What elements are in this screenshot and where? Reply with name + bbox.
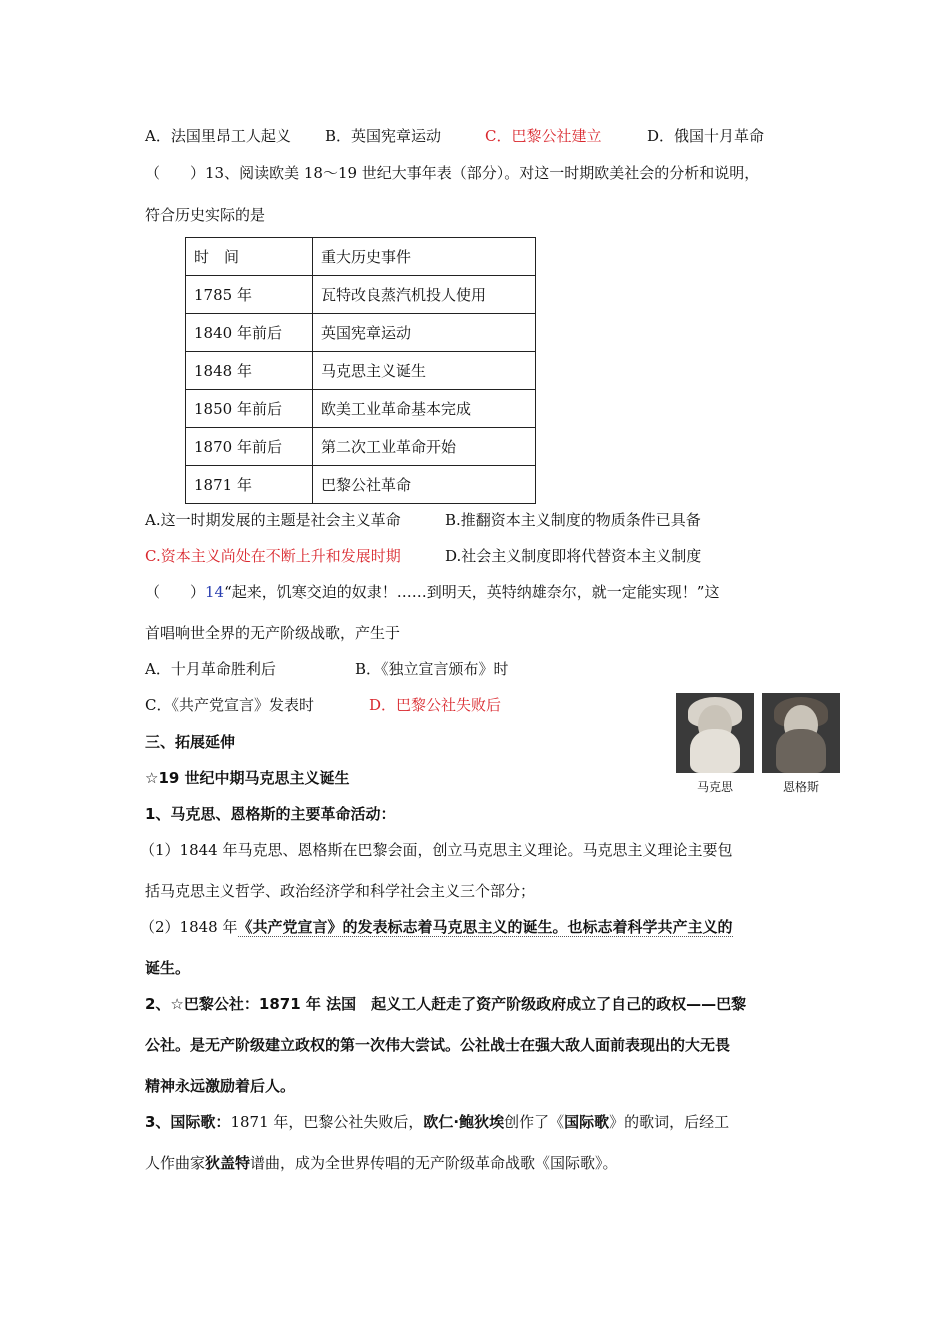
p1-title: 1、马克思、恩格斯的主要革命活动： <box>145 805 396 823</box>
q12-option-a: A．法国里昂工人起义 <box>145 127 291 145</box>
p3-text-a: 1871 年，巴黎公社失败后， <box>230 1113 424 1131</box>
p3-line1 <box>145 1112 729 1132</box>
table-row <box>186 276 536 314</box>
q14-option-b: B．《独立宣言颁布》时 <box>355 660 509 678</box>
table-cell-event: 英国宪章运动 <box>313 314 536 352</box>
marx-caption: 马克思 <box>696 780 733 794</box>
q13-stem-line2: 符合历史实际的是 <box>145 206 266 224</box>
p3-text-e: 》的歌词，后经工 <box>609 1113 730 1131</box>
table-cell-time: 1871 年 <box>186 466 313 504</box>
p3-line2 <box>145 1153 618 1173</box>
q14-stem-text: “起来，饥寒交迫的奴隶！……到明天，英特纳雄奈尔，就一定能实现！”这 <box>224 583 720 601</box>
q14-option-a: A．十月革命胜利后 <box>145 660 276 678</box>
table-row <box>186 352 536 390</box>
p2-line3: 精神永远激励着后人。 <box>145 1077 296 1095</box>
q13-option-d: D.社会主义制度即将代替资本主义制度 <box>445 547 702 565</box>
q13-stem-line1: （ ）13、阅读欧美 18～19 世纪大事年表（部分）。对这一时期欧美社会的分析和说明， <box>145 164 760 182</box>
p3-author: 欧仁·鲍狄埃 <box>423 1113 505 1131</box>
q14-paren: （ ） <box>145 583 206 601</box>
q14-number: 14 <box>205 583 225 601</box>
q14-option-d-answer: D．巴黎公社失败后 <box>369 696 502 714</box>
p1-item2-line2: 诞生。 <box>145 959 191 977</box>
q13-option-a: A.这一时期发展的主题是社会主义革命 <box>145 511 401 529</box>
p3-song-title: 国际歌 <box>564 1113 610 1131</box>
table-row <box>186 466 536 504</box>
engels-portrait-image <box>762 693 840 773</box>
p3-label: 3、国际歌： <box>145 1113 231 1131</box>
table-row <box>186 428 536 466</box>
table-header-row <box>186 238 536 276</box>
table-cell-time: 1870 年前后 <box>186 428 313 466</box>
q14-option-c: C．《共产党宣言》发表时 <box>145 696 314 714</box>
engels-caption: 恩格斯 <box>782 780 819 794</box>
table-row <box>186 390 536 428</box>
table-cell-event: 瓦特改良蒸汽机投人使用 <box>313 276 536 314</box>
q14-options-cd <box>145 695 501 715</box>
q14-options-ab <box>145 659 509 679</box>
p1-item1-line1: （1）1844 年马克思、恩格斯在巴黎会面，创立马克思主义理论。马克思主义理论主要包 <box>140 841 733 859</box>
p3-text-f: 人作曲家 <box>145 1154 206 1172</box>
q13-option-c-answer: C.资本主义尚处在不断上升和发展时期 <box>145 547 401 565</box>
section-heading: 三、拓展延伸 <box>145 733 236 751</box>
table-cell-event: 欧美工业革命基本完成 <box>313 390 536 428</box>
table-cell-time: 1840 年前后 <box>186 314 313 352</box>
q12-option-b: B．英国宪章运动 <box>325 127 442 145</box>
table-row <box>186 314 536 352</box>
table-cell-event: 第二次工业革命开始 <box>313 428 536 466</box>
p1-item2-line1 <box>140 917 733 937</box>
section-subheading: ☆19 世纪中期马克思主义诞生 <box>145 769 350 787</box>
table-cell-time: 1785 年 <box>186 276 313 314</box>
q12-option-c-answer: C．巴黎公社建立 <box>485 127 602 145</box>
marx-portrait-image <box>676 693 754 773</box>
p3-text-g: 谱曲，成为全世界传唱的无产阶级革命战歌《国际歌》。 <box>250 1154 618 1172</box>
p2-line1: 2、☆巴黎公社：1871 年 法国 起义工人赶走了资产阶级政府成立了自己的政权——巴黎 <box>145 995 747 1013</box>
p2-line2: 公社。是无产阶级建立政权的第一次伟大尝试。公社战士在强大敌人面前表现出的大无畏 <box>145 1036 731 1054</box>
p3-text-c: 创作了《 <box>504 1113 565 1131</box>
q14-stem-line2: 首唱响世全界的无产阶级战歌，产生于 <box>145 624 401 642</box>
p1-item2-bold-text: 《共产党宣言》的发表标志着马克思主义的诞生。也标志着科学共产主义的 <box>237 918 733 936</box>
q14-stem-line1 <box>145 582 719 602</box>
table-cell-time: 1848 年 <box>186 352 313 390</box>
q13-options-cd <box>145 546 701 566</box>
q13-option-b: B.推翻资本主义制度的物质条件已具备 <box>445 511 701 529</box>
table-header-event: 重大历史事件 <box>313 238 536 276</box>
q12-option-d: D．俄国十月革命 <box>647 127 765 145</box>
table-header-time: 时 间 <box>186 238 313 276</box>
q12-options <box>145 126 764 146</box>
p1-item1-line2: 括马克思主义哲学、政治经济学和科学社会主义三个部分； <box>145 882 536 900</box>
p3-composer: 狄盖特 <box>205 1154 251 1172</box>
table-cell-time: 1850 年前后 <box>186 390 313 428</box>
p1-item2-prefix: （2）1848 年 <box>140 918 238 936</box>
events-table <box>185 237 536 504</box>
table-cell-event: 马克思主义诞生 <box>313 352 536 390</box>
q13-options-ab <box>145 510 701 530</box>
table-cell-event: 巴黎公社革命 <box>313 466 536 504</box>
